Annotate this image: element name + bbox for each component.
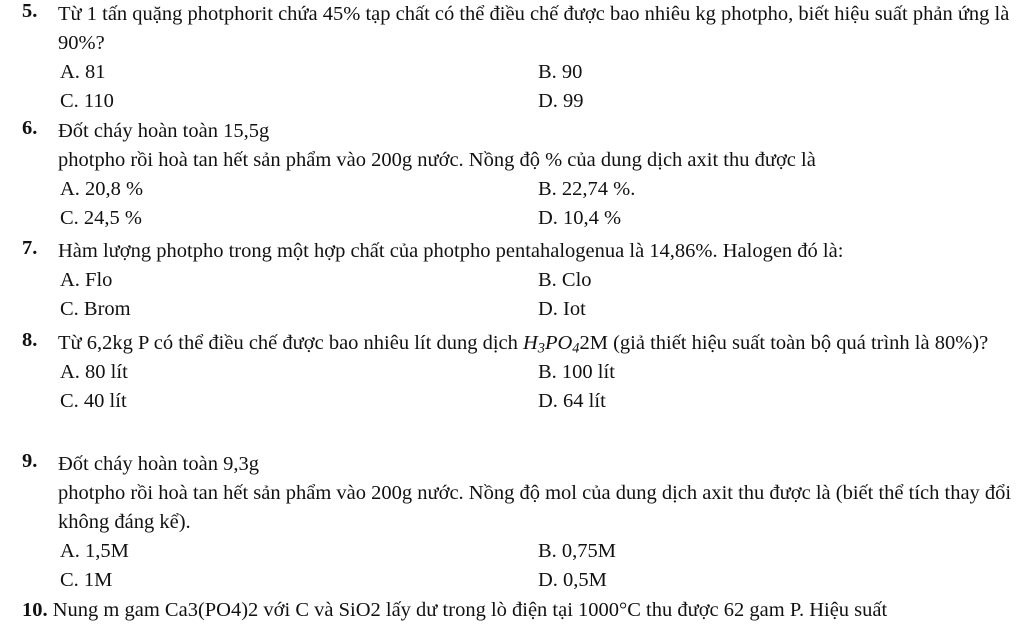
question-text [58, 117, 1014, 175]
question-8 [22, 329, 1014, 416]
option-b[interactable]: B. 0,75M [538, 540, 617, 562]
option-b[interactable]: B. 90 [538, 61, 583, 83]
answer-options [60, 175, 1014, 233]
question-9 [22, 450, 1014, 595]
chemical-formula: $H_3PO_4$ [522, 332, 580, 357]
option-c[interactable]: C. 40 lít [60, 390, 127, 412]
question-text-before: Từ 6,2kg P có thể điều chế được bao nhiêu lít dung dịch [58, 332, 518, 354]
question-number: 7. [22, 237, 38, 259]
question-text-line-1: Đốt cháy hoàn toàn 9,3g [58, 453, 259, 475]
option-a[interactable]: A. 80 lít [60, 361, 128, 383]
question-text-line-1: Đốt cháy hoàn toàn 15,5g [58, 120, 270, 142]
question-text [58, 450, 1014, 537]
question-text: Hàm lượng photpho trong một hợp chất của photpho pentahalogenua là 14,86%. Halogen đó là: [58, 240, 844, 262]
question-5 [22, 0, 1014, 116]
option-c[interactable]: C. Brom [60, 298, 131, 320]
option-b[interactable]: B. Clo [538, 269, 592, 291]
option-c[interactable]: C. 110 [60, 90, 114, 112]
option-a[interactable]: A. Flo [60, 269, 113, 291]
answer-options [60, 266, 1014, 324]
option-c[interactable]: C. 1M [60, 569, 113, 591]
question-6 [22, 117, 1014, 233]
option-b[interactable]: B. 22,74 %. [538, 178, 636, 200]
question-text-after: 2M (giả thiết hiệu suất toàn bộ quá trình là 80%)? [579, 332, 989, 354]
question-number: 10. [22, 599, 48, 621]
option-c[interactable]: C. 24,5 % [60, 207, 142, 229]
option-d[interactable]: D. 64 lít [538, 390, 606, 412]
question-text-line-2: photpho rồi hoà tan hết sản phẩm vào 200g nước. Nồng độ % của dung dịch axit thu được là [58, 149, 816, 171]
question-number: 5. [22, 0, 38, 22]
question-text-line-2: photpho rồi hoà tan hết sản phẩm vào 200g nước. Nồng độ mol của dung dịch axit thu được là (biết thể tích thay đổi không đáng kể). [58, 482, 1012, 533]
question-number: 6. [22, 117, 38, 139]
question-number: 8. [22, 329, 38, 351]
option-d[interactable]: D. 0,5M [538, 569, 607, 591]
option-d[interactable]: D. Iot [538, 298, 586, 320]
option-d[interactable]: D. 99 [538, 90, 584, 112]
answer-options [60, 537, 1014, 595]
question-number: 9. [22, 450, 38, 472]
question-10-cutoff [22, 596, 1022, 625]
question-7 [22, 237, 1014, 324]
option-b[interactable]: B. 100 lít [538, 361, 615, 383]
question-text [58, 329, 1014, 358]
option-a[interactable]: A. 1,5M [60, 540, 129, 562]
option-a[interactable]: A. 20,8 % [60, 178, 144, 200]
option-a[interactable]: A. 81 [60, 61, 106, 83]
answer-options [60, 358, 1014, 416]
option-d[interactable]: D. 10,4 % [538, 207, 622, 229]
question-text: Từ 1 tấn quặng photphorit chứa 45% tạp chất có thể điều chế được bao nhiêu kg photpho, biết hiệu suất phản ứng là 90%? [58, 3, 1010, 54]
answer-options [60, 58, 1014, 116]
question-text: Nung m gam Ca3(PO4)2 với C và SiO2 lấy dư trong lò điện tại 1000°C thu được 62 gam P. Hiệu suất [52, 599, 888, 621]
